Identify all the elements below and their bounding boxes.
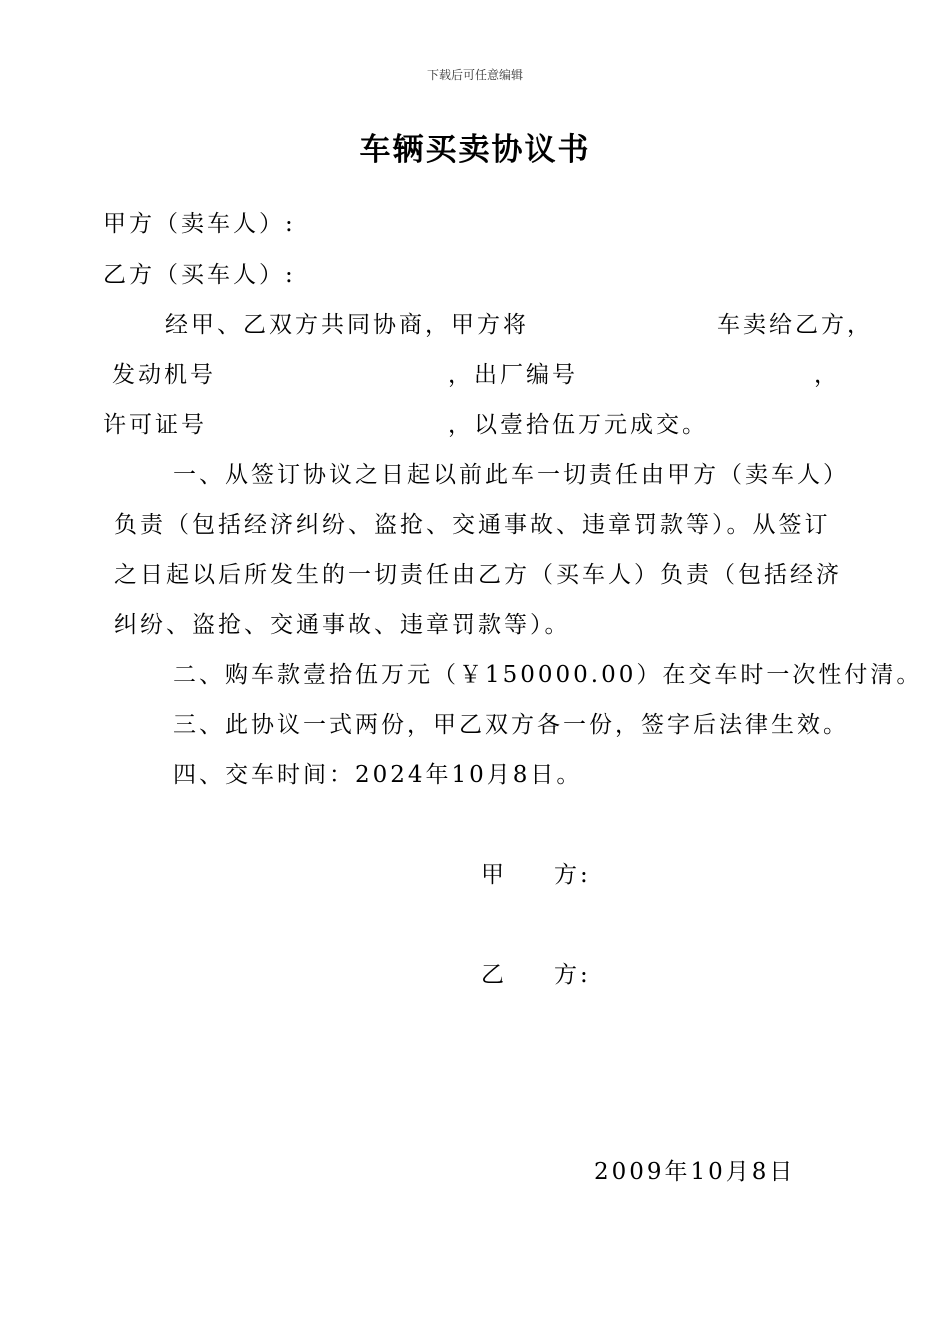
clause-1-line-2: 负责（包括经济纠纷、盗抢、交通事故、违章罚款等）。从签订 [114,512,831,538]
clause-1-line-4: 纠纷、盗抢、交通事故、违章罚款等）。 [114,612,571,638]
document-title: 车辆买卖协议书 [359,132,591,168]
clause-4: 四、交车时间：2024年10月8日。 [173,762,583,788]
clause-1-line-1: 一、从签订协议之日起以前此车一切责任由甲方（卖车人） [173,462,849,488]
factory-number-label: ，出厂编号 [448,362,578,388]
intro-line1-end: 车卖给乙方， [717,312,873,338]
clause-1-line-3: 之日起以后所发生的一切责任由乙方（买车人）负责（包括经济 [114,562,842,588]
party-a-label: 甲方（卖车人）: [103,211,296,237]
signature-a-suffix: 方: [554,862,591,888]
signature-b-char: 乙 [481,962,507,988]
clause-3: 三、此协议一式两份，甲乙双方各一份，签字后法律生效。 [173,712,849,738]
line-comma: ， [814,362,840,388]
engine-number-label: 发动机号 [112,362,216,388]
permit-number-label: 许可证号 [103,412,207,438]
signing-date: 2009年10月8日 [594,1159,796,1185]
signature-b-suffix: 方: [554,962,591,988]
clause-2: 二、购车款壹拾伍万元（￥150000.00）在交车时一次性付清。 [173,662,923,688]
download-note: 下载后可任意编辑 [426,68,523,82]
price-text: ，以壹拾伍万元成交。 [448,412,708,438]
signature-a-char: 甲 [481,862,507,888]
intro-line1-start: 经甲、乙双方共同协商，甲方将 [165,312,529,338]
party-b-label: 乙方（买车人）: [103,262,296,288]
